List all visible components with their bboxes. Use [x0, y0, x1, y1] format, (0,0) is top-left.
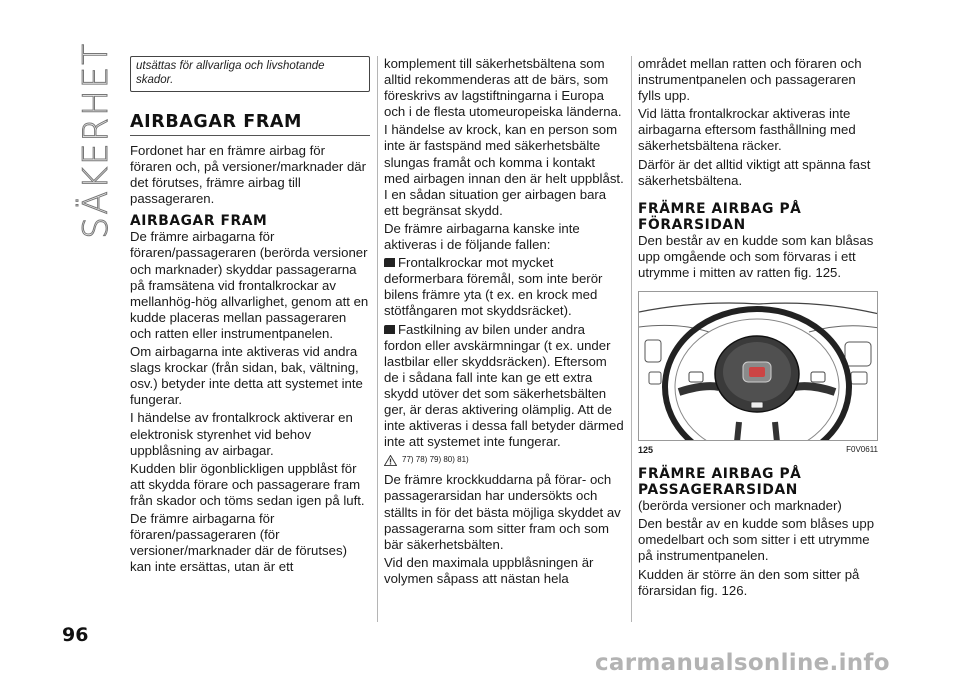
paragraph: I händelse av krock, kan en person som inte är fastspänd med säkerhetsbälte slungas framåt och komma i kontakt med airbagen innan den är helt uppblåst. I en sådan situation ger airbagen bara ett begränsat skydd. — [384, 122, 624, 218]
steering-wheel-illustration — [639, 292, 878, 441]
warning-references — [384, 452, 624, 468]
column-1 — [130, 56, 370, 577]
paragraph: Fordonet har en främre airbag för föraren och, på versioner/marknader där det förutses, främre airbag till passageraren. — [130, 143, 367, 207]
figure — [638, 291, 878, 458]
figure-code: F0V0611 — [846, 445, 878, 455]
column-divider — [377, 56, 378, 622]
page-number: 96 — [62, 624, 89, 646]
reference-numbers: 77) 78) 79) 80) 81) — [402, 455, 469, 465]
paragraph: Kudden är större än den som sitter på förarsidan fig. 126. — [638, 566, 860, 598]
paragraph: Den består av en kudde som kan blåsas upp omgående och som förvaras i ett utrymme i mitten av ratten fig. 125. — [638, 232, 874, 280]
paragraph: De främre airbagarna för föraren/passageraren (för versioner/marknader där de förutses) kan inte ersättas, utan är ett — [130, 510, 347, 575]
section-heading: AIRBAGAR FRAM — [130, 112, 370, 136]
paragraph: De främre airbagarna för föraren/passageraren (berörda versioner och marknader) skyddar passagerarna på framsätena vid frontalkrockar av mellanhög-hög allvarlighet, genom att en kudde placeras mellan passageraren och ratten eller instrumentpanelen. — [130, 229, 369, 341]
figure-caption — [638, 442, 878, 458]
paragraph: Om airbagarna inte aktiveras vid andra slags krockar (från sidan, bak, vältning, osv.) betyder inte detta att systemet inte fungerar. — [130, 344, 363, 408]
paragraph: De främre airbagarna kanske inte aktiveras i de följande fallen: — [384, 220, 580, 253]
subheading: AIRBAGAR FRAM — [130, 213, 268, 230]
warning-box: utsättas för allvarliga och livshotande skador. — [130, 56, 370, 92]
brand-logo-icon — [743, 362, 771, 382]
paragraph: I händelse av frontalkrock aktiverar en elektronisk styrenhet vid behov uppblåsning av airbagar. — [130, 410, 353, 458]
square-bullet-icon — [384, 258, 395, 267]
section-side-tab: SÄKERHET — [76, 42, 116, 239]
paragraph: Kudden blir ögonblickligen uppblåst för att skydda förare och passagerare fram från skador och töms sedan igen på luft. — [130, 460, 365, 508]
paragraph: Den består av en kudde som blåses upp omedelbart och som sitter i ett utrymme på instrumentpanelen. — [638, 516, 875, 564]
paragraph: (berörda versioner och marknader) — [638, 498, 842, 514]
list-item-text: Frontalkrockar mot mycket deformerbara föremål, som inte berör bilens främre yta (t ex. en krock med stötfångaren mot skyddsräcket). — [384, 255, 603, 319]
column-3 — [638, 56, 878, 601]
paragraph: Därför är det alltid viktigt att spänna fast säkerhetsbältena. — [638, 156, 871, 188]
paragraph: området mellan ratten och föraren och instrumentpanelen och passageraren fylls upp. — [638, 56, 862, 104]
list-item-text: Fastkilning av bilen under andra fordon eller avskärmningar (t ex. under lastbilar eller skyddsräcken). Eftersom de i sådana fall inte kan ge ett extra skydd utöver det som säkerhetsbälten ger, är deras aktivering olämplig. Att de inte aktiveras i dessa fall betyder därmed inte att systemet inte fungerar. — [384, 321, 624, 450]
warning-triangle-icon — [384, 455, 397, 466]
column-2 — [384, 56, 624, 589]
figure-image — [638, 291, 878, 441]
paragraph: Vid den maximala uppblåsningen är volymen såpass att nästan hela — [384, 554, 594, 586]
paragraph: De främre krockkuddarna på förar- och passagerarsidan har undersökts och ställts in för det bästa möjliga skyddet av passagerarna som sitter fram och som bär säkerhetsbälten. — [384, 472, 621, 552]
list-item — [384, 322, 624, 451]
square-bullet-icon — [384, 325, 395, 334]
subheading: FRÄMRE AIRBAG PÅ PASSAGERARSIDAN — [638, 466, 802, 499]
paragraph: Vid lätta frontalkrockar aktiveras inte airbagarna eftersom fasthållning med säkerhetsbältena räcker. — [638, 106, 856, 154]
figure-number: 125 — [638, 445, 654, 456]
watermark: carmanualsonline.info — [595, 650, 890, 676]
list-item — [384, 255, 624, 319]
paragraph: komplement till säkerhetsbältena som alltid rekommenderas att de bärs, som föreskrivs av lagstiftningarna i Europa och i de flesta utomeuropeiska länderna. — [384, 56, 622, 120]
column-divider — [631, 56, 632, 622]
subheading: FRÄMRE AIRBAG PÅ FÖRARSIDAN — [638, 200, 802, 233]
